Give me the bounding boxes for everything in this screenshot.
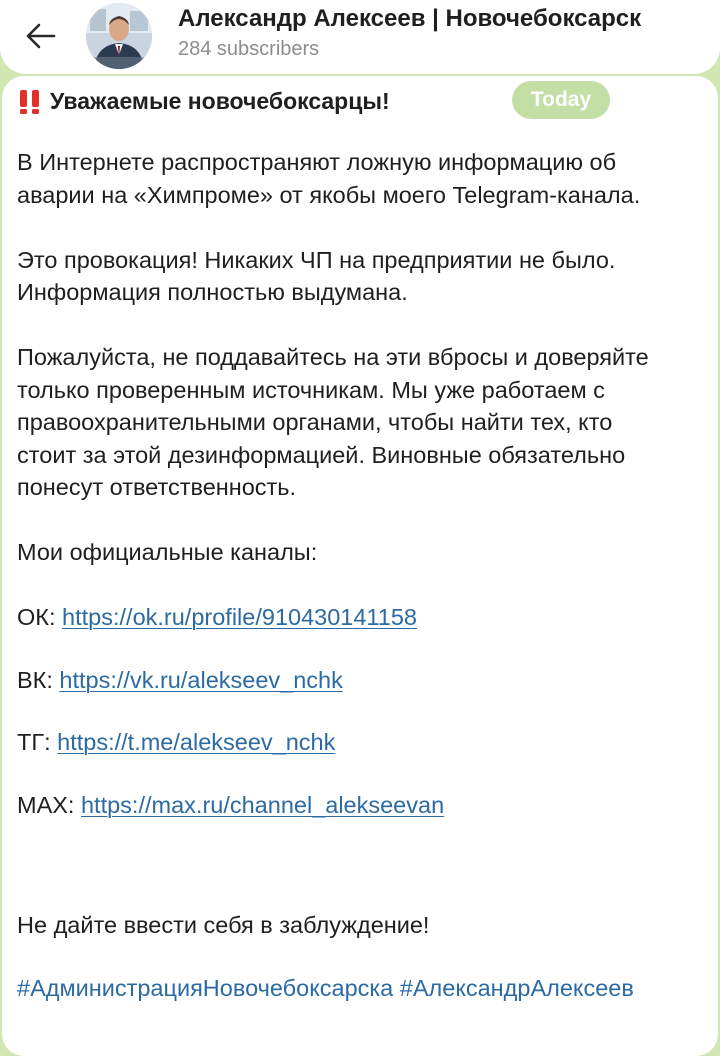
paragraph-line: Пожалуйста, не поддавайтесь на эти вбросы и доверяйте <box>17 344 649 370</box>
channel-title[interactable]: Александр Алексеев | Новочебоксарск <box>178 5 642 32</box>
channel-link-label: ОК: <box>17 604 63 630</box>
paragraph-line: понесут ответственность. <box>17 474 297 500</box>
subscriber-count: 284 subscribers <box>178 38 320 60</box>
channel-link-max <box>17 789 717 822</box>
channel-avatar[interactable] <box>86 3 152 69</box>
channel-link-ok <box>17 601 717 634</box>
hashtags-line <box>17 972 717 1005</box>
back-button[interactable] <box>18 13 64 59</box>
message-text <box>17 146 717 1004</box>
paragraph-line: В Интернете распространяют ложную информацию об <box>17 149 617 175</box>
telegram-channel-link[interactable]: https://t.me/alekseev_nchk <box>57 729 336 755</box>
max-channel-link[interactable]: https://max.ru/channel_alekseevan <box>80 791 445 818</box>
double-exclamation-icon <box>18 89 42 115</box>
channels-intro: Мои официальные каналы: <box>17 539 318 565</box>
channel-link-label: ВК: <box>17 666 60 693</box>
paragraph-line: Информация полностью выдумана. <box>17 279 408 305</box>
paragraph-line: правоохранительными органами, чтобы найти тех, кто <box>17 409 613 435</box>
channel-link-label: MAX: <box>17 791 81 818</box>
paragraph-line: только проверенным источникам. Мы уже работаем с <box>17 376 605 403</box>
channel-link-vk <box>17 664 717 697</box>
paragraph-line: аварии на «Химпроме» от якобы моего Telegram-канала. <box>17 181 641 208</box>
channel-link-label: ТГ: <box>17 729 58 755</box>
message-heading <box>18 88 390 115</box>
person-photo-icon <box>86 3 152 69</box>
closing-line: Не дайте ввести себя в заблуждение! <box>17 912 430 938</box>
heading-text: Уважаемые новочебоксарцы! <box>50 88 390 114</box>
chat-header <box>0 0 720 74</box>
paragraph-line: стоит за этой дезинформацией. Виновные обязательно <box>17 441 626 468</box>
ok-profile-link[interactable]: https://ok.ru/profile/910430141158 <box>62 604 417 630</box>
vk-profile-link[interactable]: https://vk.ru/alekseev_nchk <box>59 666 343 693</box>
message-bubble <box>2 76 718 1056</box>
hashtag-link[interactable]: #АдминистрацияНовочебоксарска <box>17 974 394 1001</box>
paragraph-line: Это провокация! Никаких ЧП на предприятии не было. <box>17 246 616 273</box>
channel-link-tg <box>17 726 717 759</box>
date-badge: Today <box>512 81 610 119</box>
arrow-left-icon <box>26 23 56 49</box>
hashtag-link[interactable]: #АлександрАлексеев <box>399 974 634 1001</box>
